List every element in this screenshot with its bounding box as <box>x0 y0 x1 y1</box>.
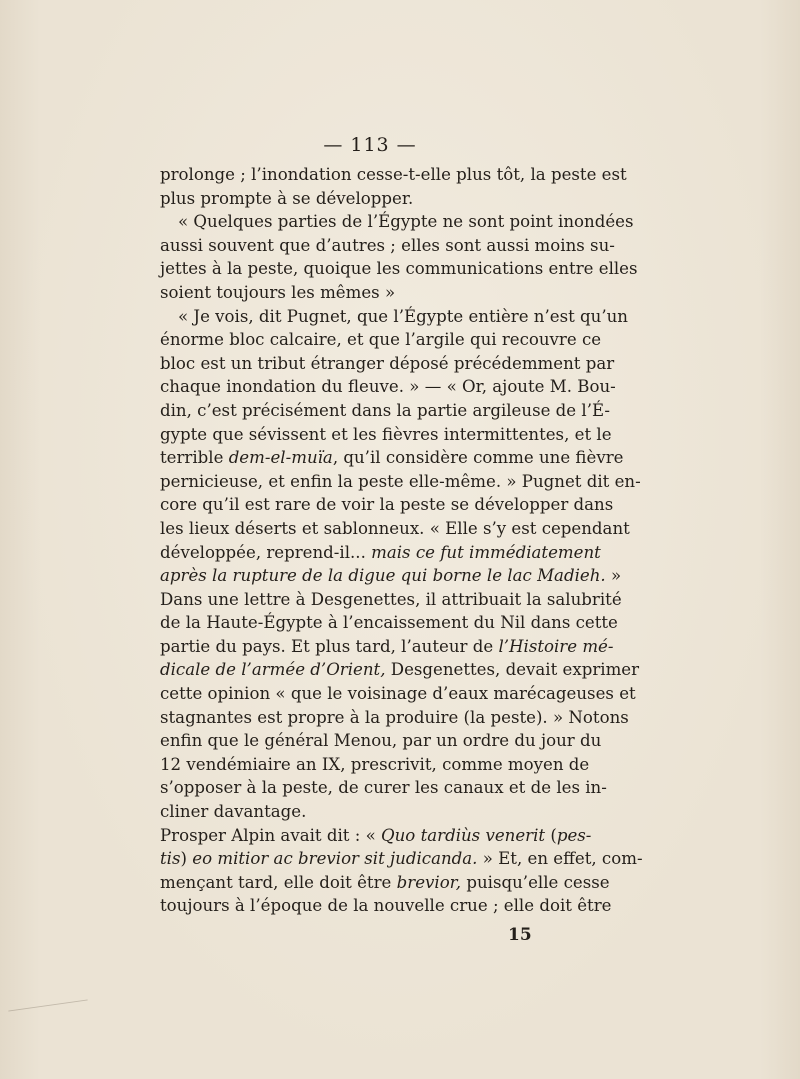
text-segment: puisqu’elle cesse <box>461 872 610 892</box>
text-line <box>160 588 622 612</box>
text-segment: les lieux déserts et sablonneux. « Elle s’y est cependant <box>160 518 630 538</box>
text-line <box>160 729 602 753</box>
text-segment: jettes à la peste, quoique les communications entre elles <box>160 259 638 279</box>
text-segment: Desgenettes, devait exprimer <box>385 660 640 680</box>
text-line <box>160 541 601 565</box>
text-segment: bloc est un tribut étranger déposé précédemment par <box>160 353 615 373</box>
italic-text: eo mitior ac brevior sit judicanda. <box>192 849 478 869</box>
text-line <box>160 800 587 824</box>
text-line <box>160 187 587 211</box>
page-number: — 113 — <box>323 134 417 156</box>
text-line <box>160 257 638 281</box>
text-segment: enfin que le général Menou, par un ordre du jour du <box>160 731 602 751</box>
text-segment: chaque inondation du fleuve. » — « Or, ajoute M. Bou- <box>160 377 616 397</box>
text-line <box>160 470 641 494</box>
text-line <box>160 871 610 895</box>
italic-text: l’Histoire mé- <box>498 636 614 656</box>
text-line <box>160 658 640 682</box>
text-segment: ) <box>180 849 193 869</box>
paper-mark <box>8 999 87 1011</box>
italic-text: Quo tardiùs venerit <box>381 825 546 845</box>
text-segment: cliner davantage. <box>160 802 307 822</box>
text-line <box>160 163 627 187</box>
text-line <box>160 517 630 541</box>
text-segment: développée, reprend-il... <box>160 542 372 562</box>
text-line <box>160 611 618 635</box>
text-segment: prolonge ; l’inondation cesse-t-elle plus tôt, la peste est <box>160 165 627 184</box>
italic-text: brevior, <box>396 872 462 892</box>
text-line <box>160 493 614 517</box>
text-segment: énorme bloc calcaire, et que l’argile qui recouvre ce <box>160 330 602 350</box>
text-line <box>160 847 643 871</box>
text-segment: terrible <box>160 448 229 468</box>
text-segment: soient toujours les mêmes » <box>160 282 396 302</box>
italic-text: après la rupture de la digue qui borne le lac Madieh. <box>160 566 606 586</box>
text-segment: partie du pays. Et plus tard, l’auteur de <box>160 636 499 656</box>
text-line <box>160 564 622 588</box>
text-segment: core qu’il est rare de voir la peste se développer dans <box>160 495 614 515</box>
text-segment: plus prompte à se développer. <box>160 188 414 208</box>
text-segment: « Quelques parties de l’Égypte ne sont point inondées <box>178 212 634 232</box>
text-line <box>160 305 628 329</box>
text-line <box>160 635 614 659</box>
text-segment: gypte que sévissent et les fièvres intermittentes, et le <box>160 424 612 444</box>
text-segment: « Je vois, dit Pugnet, que l’Égypte entière n’est qu’un <box>178 306 628 326</box>
text-segment: 12 vendémiaire an IX, prescrivit, comme moyen de <box>160 754 590 774</box>
text-line <box>160 281 587 305</box>
text-segment: s’opposer à la peste, de curer les canaux et de les in- <box>160 778 607 798</box>
text-line <box>160 682 636 706</box>
text-segment: » <box>605 566 622 586</box>
text-line <box>160 328 602 352</box>
text-segment: ( <box>545 825 557 845</box>
text-line <box>160 210 634 234</box>
body-text <box>160 163 643 918</box>
text-line <box>160 446 624 470</box>
signature-mark: 15 <box>508 925 532 945</box>
italic-text: dem-el-muïa <box>228 448 333 468</box>
text-line <box>160 894 612 918</box>
text-line <box>160 352 615 376</box>
text-segment: cette opinion « que le voisinage d’eaux marécageuses et <box>160 684 636 704</box>
text-line <box>160 753 590 777</box>
italic-text: dicale de l’armée d’Orient, <box>160 660 386 680</box>
text-line <box>160 776 607 800</box>
text-segment: de la Haute-Égypte à l’encaissement du Nil dans cette <box>160 613 618 633</box>
text-segment: aussi souvent que d’autres ; elles sont aussi moins su- <box>160 235 615 255</box>
text-line <box>160 423 612 447</box>
italic-text: pes- <box>556 825 592 845</box>
text-line <box>160 824 592 848</box>
text-segment: din, c’est précisément dans la partie argileuse de l’É- <box>160 400 611 420</box>
text-segment: mençant tard, elle doit être <box>160 872 397 892</box>
text-segment: toujours à l’époque de la nouvelle crue ; elle doit être <box>160 896 612 916</box>
text-segment: , qu’il considère comme une fièvre <box>332 448 624 468</box>
italic-text: tis <box>160 849 181 869</box>
text-segment: Prosper Alpin avait dit : « <box>160 825 382 845</box>
text-line <box>160 706 629 730</box>
text-segment: » Et, en effet, com- <box>477 849 643 869</box>
text-segment: pernicieuse, et enfin la peste elle-même. » Pugnet dit en- <box>160 471 641 491</box>
text-line <box>160 234 615 258</box>
text-line <box>160 399 611 423</box>
text-segment: Dans une lettre à Desgenettes, il attribuait la salubrité <box>160 589 622 609</box>
text-line <box>160 375 616 399</box>
text-segment: stagnantes est propre à la produire (la peste). » Notons <box>160 707 629 727</box>
italic-text: mais ce fut immédiatement <box>371 542 601 562</box>
